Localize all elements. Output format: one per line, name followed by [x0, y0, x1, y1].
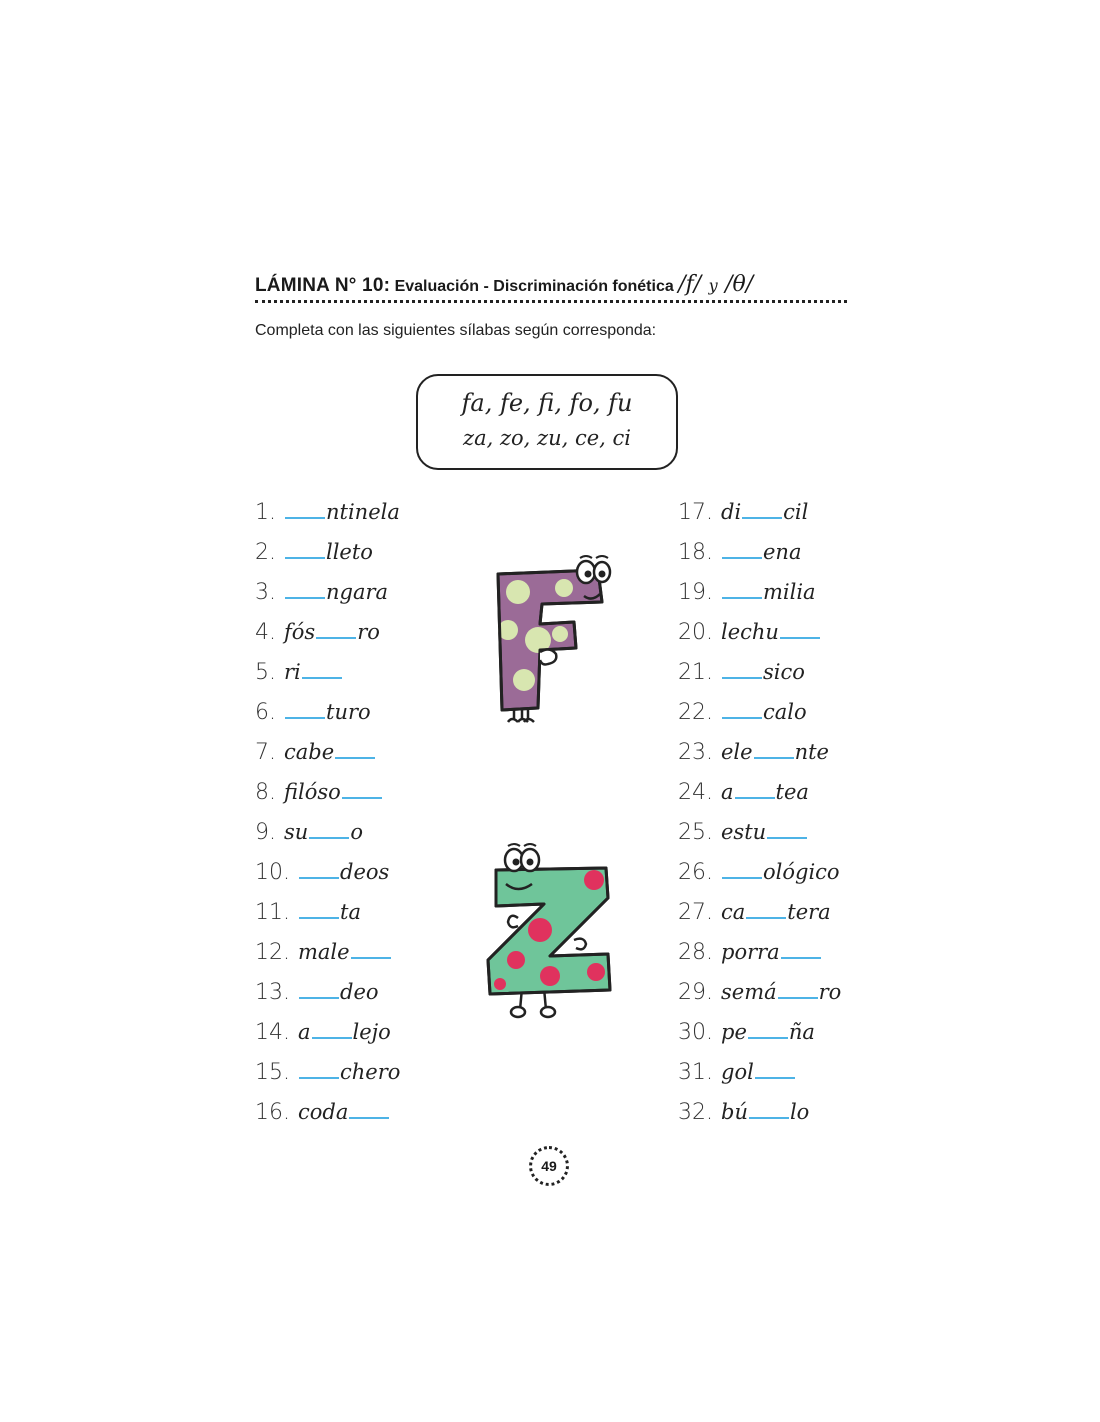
answer-blank[interactable] — [749, 1097, 789, 1119]
exercise-number: 16. — [255, 1100, 290, 1125]
exercise-item — [255, 1016, 400, 1056]
answer-blank[interactable] — [722, 577, 762, 599]
exercise-number: 12. — [255, 940, 290, 965]
word-suffix: ña — [788, 1020, 815, 1044]
answer-blank[interactable] — [285, 497, 325, 519]
word-prefix: su — [284, 820, 309, 844]
exercise-item — [678, 896, 841, 936]
phoneme-theta: /θ/ — [725, 272, 754, 297]
exercise-item — [255, 696, 400, 736]
answer-blank[interactable] — [351, 937, 391, 959]
word-suffix: ro — [357, 620, 380, 644]
word-suffix: ngara — [326, 580, 389, 604]
word-suffix: turo — [326, 700, 371, 724]
exercise-number: 5. — [255, 660, 276, 685]
answer-blank[interactable] — [312, 1017, 352, 1039]
answer-blank[interactable] — [781, 937, 821, 959]
exercise-item — [255, 536, 400, 576]
answer-blank[interactable] — [754, 737, 794, 759]
exercise-number: 23. — [678, 740, 713, 765]
exercise-item — [678, 656, 841, 696]
word-suffix: ena — [763, 540, 802, 564]
answer-blank[interactable] — [746, 897, 786, 919]
word-suffix: lleto — [326, 540, 373, 564]
exercise-item — [678, 936, 841, 976]
answer-blank[interactable] — [285, 577, 325, 599]
exercise-column-right — [678, 496, 841, 1136]
exercise-number: 19. — [678, 580, 713, 605]
word-suffix: deos — [340, 860, 390, 884]
syllable-box — [416, 374, 678, 470]
exercise-number: 20. — [678, 620, 713, 645]
syllables-z: za, zo, zu, ce, ci — [463, 426, 631, 450]
exercise-item — [255, 656, 400, 696]
answer-blank[interactable] — [748, 1017, 788, 1039]
exercise-item — [678, 1096, 841, 1136]
word-prefix: semá — [721, 980, 777, 1004]
word-prefix: coda — [298, 1100, 349, 1124]
exercise-item — [255, 616, 400, 656]
exercise-number: 32. — [678, 1100, 713, 1125]
exercise-item — [678, 856, 841, 896]
word-suffix: lejo — [352, 1020, 391, 1044]
word-prefix: ca — [721, 900, 746, 924]
answer-blank[interactable] — [755, 1057, 795, 1079]
word-suffix: nte — [794, 740, 829, 764]
word-prefix: di — [721, 500, 742, 524]
word-suffix: sico — [763, 660, 805, 684]
answer-blank[interactable] — [299, 1057, 339, 1079]
word-prefix: ele — [721, 740, 753, 764]
syllables-f: fa, fe, fi, fo, fu — [461, 389, 633, 417]
word-suffix: ológico — [763, 860, 840, 884]
exercise-item — [678, 816, 841, 856]
exercise-number: 4. — [255, 620, 276, 645]
word-prefix: gol — [721, 1060, 754, 1084]
answer-blank[interactable] — [299, 977, 339, 999]
answer-blank[interactable] — [767, 817, 807, 839]
word-prefix: pe — [721, 1020, 747, 1044]
answer-blank[interactable] — [349, 1097, 389, 1119]
letter-z-illustration — [478, 838, 618, 1020]
answer-blank[interactable] — [722, 697, 762, 719]
exercise-number: 24. — [678, 780, 713, 805]
exercise-number: 9. — [255, 820, 276, 845]
answer-blank[interactable] — [285, 537, 325, 559]
word-suffix: tera — [787, 900, 831, 924]
exercise-number: 28. — [678, 940, 713, 965]
exercise-number: 18. — [678, 540, 713, 565]
exercise-item — [678, 496, 841, 536]
answer-blank[interactable] — [735, 777, 775, 799]
exercise-number: 3. — [255, 580, 276, 605]
title-dotted-rule — [255, 300, 847, 303]
exercise-item — [255, 1096, 400, 1136]
word-suffix: tea — [775, 780, 809, 804]
answer-blank[interactable] — [742, 497, 782, 519]
word-prefix: filóso — [284, 780, 341, 804]
word-prefix: male — [298, 940, 350, 964]
word-prefix: porra — [721, 940, 780, 964]
answer-blank[interactable] — [316, 617, 356, 639]
title-subtitle: Evaluación - Discriminación fonética — [394, 278, 674, 295]
word-prefix: cabe — [284, 740, 335, 764]
word-suffix: milia — [763, 580, 816, 604]
word-suffix: ro — [818, 980, 842, 1004]
exercise-item — [255, 1056, 400, 1096]
exercise-item — [255, 936, 400, 976]
exercise-number: 10. — [255, 860, 290, 885]
answer-blank[interactable] — [299, 897, 339, 919]
word-prefix: estu — [721, 820, 767, 844]
exercise-item — [678, 536, 841, 576]
exercise-item — [255, 816, 400, 856]
exercise-item — [255, 856, 400, 896]
exercise-number: 15. — [255, 1060, 290, 1085]
exercise-number: 21. — [678, 660, 713, 685]
exercise-number: 7. — [255, 740, 276, 765]
answer-blank[interactable] — [722, 657, 762, 679]
answer-blank[interactable] — [302, 657, 342, 679]
exercise-item — [255, 896, 400, 936]
word-prefix: bú — [721, 1100, 748, 1124]
exercise-number: 26. — [678, 860, 713, 885]
answer-blank[interactable] — [780, 617, 820, 639]
word-suffix: deo — [340, 980, 379, 1004]
exercise-number: 17. — [678, 500, 713, 525]
word-suffix: cil — [783, 500, 809, 524]
word-prefix: a — [721, 780, 734, 804]
answer-blank[interactable] — [778, 977, 818, 999]
word-prefix: a — [298, 1020, 311, 1044]
word-prefix: fós — [284, 620, 316, 644]
exercise-item — [678, 736, 841, 776]
exercise-item — [255, 576, 400, 616]
answer-blank[interactable] — [335, 737, 375, 759]
exercise-item — [678, 576, 841, 616]
exercise-number: 14. — [255, 1020, 290, 1045]
word-prefix: ri — [284, 660, 301, 684]
exercise-number: 2. — [255, 540, 276, 565]
exercise-item — [678, 976, 841, 1016]
exercise-item — [255, 776, 400, 816]
letter-f-illustration — [478, 552, 618, 732]
exercise-item — [678, 616, 841, 656]
exercise-number: 29. — [678, 980, 713, 1005]
exercise-number: 30. — [678, 1020, 713, 1045]
answer-blank[interactable] — [285, 697, 325, 719]
answer-blank[interactable] — [722, 857, 762, 879]
word-suffix: ntinela — [326, 500, 400, 524]
exercise-number: 31. — [678, 1060, 713, 1085]
lamina-label: LÁMINA N° 10: — [255, 275, 391, 296]
exercise-number: 22. — [678, 700, 713, 725]
exercise-number: 1. — [255, 500, 276, 525]
exercise-number: 13. — [255, 980, 290, 1005]
exercise-item — [255, 976, 400, 1016]
answer-blank[interactable] — [299, 857, 339, 879]
word-suffix: o — [350, 820, 363, 844]
page-number: 49 — [529, 1146, 569, 1186]
word-prefix: lechu — [721, 620, 779, 644]
phoneme-f: /f/ — [678, 272, 702, 297]
exercise-item — [255, 736, 400, 776]
exercise-column-left — [255, 496, 400, 1136]
exercise-item — [678, 776, 841, 816]
exercise-item — [678, 1056, 841, 1096]
answer-blank[interactable] — [342, 777, 382, 799]
word-suffix: calo — [763, 700, 807, 724]
exercise-number: 27. — [678, 900, 713, 925]
answer-blank[interactable] — [309, 817, 349, 839]
word-suffix: ta — [340, 900, 361, 924]
exercise-number: 6. — [255, 700, 276, 725]
page-title — [255, 272, 850, 297]
word-suffix: lo — [789, 1100, 810, 1124]
exercise-item — [678, 696, 841, 736]
title-connector: y — [708, 276, 718, 295]
exercise-item — [678, 1016, 841, 1056]
instruction-text: Completa con las siguientes sílabas según corresponda: — [255, 322, 657, 339]
word-suffix: chero — [340, 1060, 401, 1084]
exercise-item — [255, 496, 400, 536]
answer-blank[interactable] — [722, 537, 762, 559]
exercise-number: 8. — [255, 780, 276, 805]
exercise-number: 11. — [255, 900, 290, 925]
exercise-number: 25. — [678, 820, 713, 845]
